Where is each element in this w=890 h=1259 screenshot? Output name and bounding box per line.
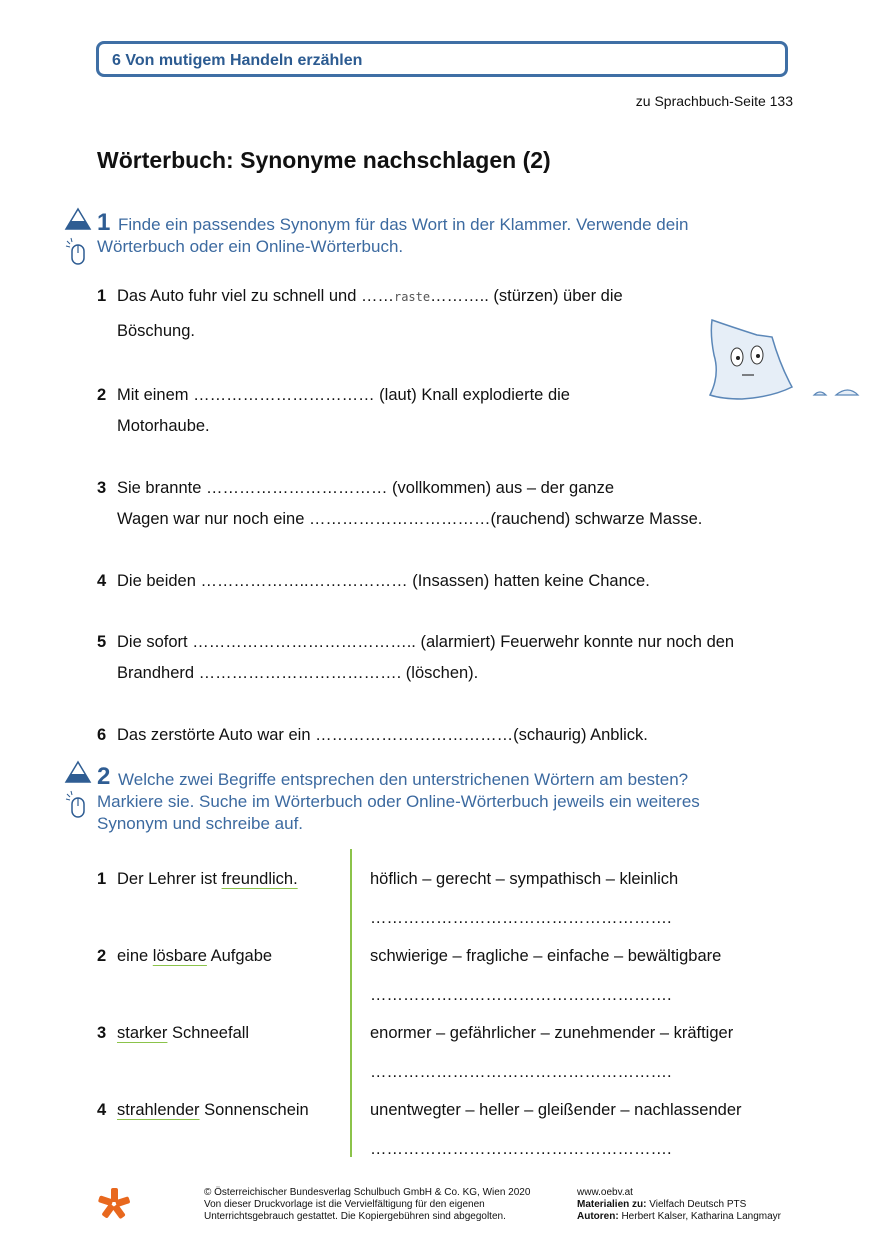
sentence-1-cont: Böschung. xyxy=(117,322,195,340)
table-row: 1 Der Lehrer ist freundlich. xyxy=(97,870,298,888)
difficulty-pyramid-icon xyxy=(64,207,92,269)
table-row: 2 eine lösbare Aufgabe xyxy=(97,947,273,965)
sentence-4: 4 Die beiden ………………..……………… (Insassen) hatten keine Chance. xyxy=(97,572,650,590)
task-2-instruction-line3: Synonym und schreibe auf. xyxy=(97,814,304,833)
sentence-1: 1 Das Auto fuhr viel zu schnell und ……raste……….. (stürzen) über die xyxy=(97,287,623,305)
table-row: 4 strahlender Sonnenschein xyxy=(97,1101,309,1119)
table-row: 3 starker Schneefall xyxy=(97,1024,250,1042)
answer-blank[interactable]: ………………………………………………. xyxy=(370,1063,672,1081)
sentence-6: 6 Das zerstörte Auto war ein ………………………………(schaurig) Anblick. xyxy=(97,726,648,744)
sentence-5-cont: Brandherd ………………………………. (löschen). xyxy=(117,664,479,682)
sentence-3: 3 Sie brannte …………………………… (vollkommen) aus – der ganze xyxy=(97,479,614,497)
task-1-number: 1 xyxy=(97,209,111,236)
task-2-number: 2 xyxy=(97,763,111,790)
synonym-options[interactable]: höflich – gerecht – sympathisch – kleinlich xyxy=(370,870,679,888)
underlined-word: freundlich. xyxy=(221,870,298,888)
sentence-number: 1 xyxy=(97,287,107,305)
task-1-instruction-line1: Finde ein passendes Synonym für das Wort in der Klammer. Verwende dein xyxy=(118,215,689,234)
handwritten-answer[interactable]: raste xyxy=(393,290,431,304)
synonym-options[interactable]: unentwegter – heller – gleißender – nachlassender xyxy=(370,1101,742,1119)
ghost-illustration xyxy=(702,315,862,405)
answer-blank[interactable]: ………………………………………………. xyxy=(370,909,672,927)
sentence-2-cont: Motorhaube. xyxy=(117,417,210,435)
column-divider xyxy=(350,849,352,1157)
sentence-2: 2 Mit einem …………………………… (laut) Knall explodierte die xyxy=(97,386,570,404)
sentence-5: 5 Die sofort ………………………………….. (alarmiert) Feuerwehr konnte nur noch den xyxy=(97,633,735,651)
publisher-logo-icon xyxy=(96,1186,132,1222)
publication-info: www.oebv.at Materialien zu: Vielfach Deutsch PTS Autoren: Herbert Kalser, Katharina Langmayr xyxy=(577,1187,781,1222)
task-1-instruction-line2: Wörterbuch oder ein Online-Wörterbuch. xyxy=(97,237,404,256)
synonym-options[interactable]: enormer – gefährlicher – zunehmender – kräftiger xyxy=(370,1024,734,1042)
chapter-title: 6 Von mutigem Handeln erzählen xyxy=(112,52,363,69)
underlined-word: starker xyxy=(117,1024,168,1042)
task-2-instruction-line1: Welche zwei Begriffe entsprechen den unterstrichenen Wörtern am besten? xyxy=(118,770,689,789)
task-2-instruction-line2: Markiere sie. Suche im Wörterbuch oder Online-Wörterbuch jeweils ein weiteres xyxy=(97,792,700,811)
underlined-word: lösbare xyxy=(152,947,207,965)
page-reference: zu Sprachbuch-Seite 133 xyxy=(635,93,793,109)
page-title: Wörterbuch: Synonyme nachschlagen (2) xyxy=(97,147,551,173)
copyright-notice: © Österreichischer Bundesverlag Schulbuch GmbH & Co. KG, Wien 2020 Von dieser Druckvorlage ist die Vervielfältigung für den eigenen Unterrichtsgebrauch gestattet. Die Kopiergebühren sind abgegolten. xyxy=(204,1187,531,1222)
synonym-options[interactable]: schwierige – fragliche – einfache – bewältigbare xyxy=(370,947,722,965)
answer-blank[interactable]: ………………………………………………. xyxy=(370,1140,672,1158)
answer-blank[interactable]: ………………………………………………. xyxy=(370,986,672,1004)
website-link[interactable]: www.oebv.at xyxy=(577,1187,633,1198)
difficulty-pyramid-icon xyxy=(64,760,92,822)
underlined-word: strahlender xyxy=(117,1101,200,1119)
sentence-3-cont: Wagen war nur noch eine ……………………………(rauchend) schwarze Masse. xyxy=(117,510,703,528)
